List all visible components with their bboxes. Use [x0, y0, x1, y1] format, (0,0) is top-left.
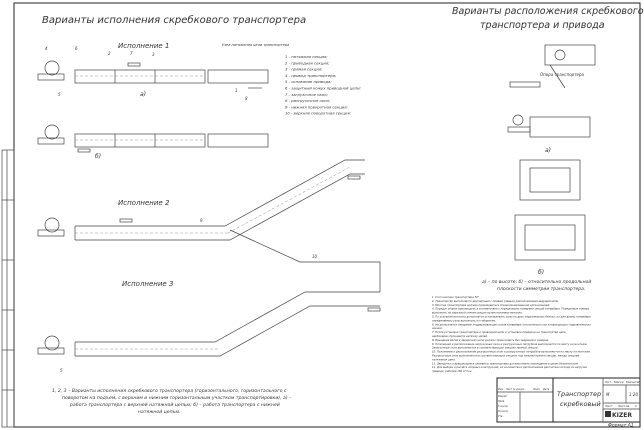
conveyor-variant-1b — [38, 125, 268, 152]
lit-value: М — [606, 392, 610, 397]
title-block-header: Изм. — [498, 388, 504, 391]
legend-item: 4 - привод транспортера; — [285, 72, 337, 78]
note-line: 11. Звездочки и вращающиеся элементы транспортера должны иметь ограждения в целях безопасности. — [432, 362, 580, 366]
note-line: привода, рабочей 150 кг/п.м. — [432, 370, 473, 374]
right-sublabel-a: а) — [545, 147, 552, 154]
company-logo-mark — [605, 411, 611, 417]
layout-variants-drawings — [508, 45, 595, 260]
right-caption-line2: плоскости симметрии транспортера. — [497, 287, 586, 292]
variant-1a-sublabel: а) — [140, 91, 147, 98]
conveyor-variant-3 — [38, 230, 380, 356]
format-label: Формат А1 — [608, 423, 634, 429]
callout-8: 8 — [245, 96, 248, 101]
right-title-line1: Варианты расположения скребкового — [452, 6, 644, 17]
bottom-caption-line: поворотом на подъем, с верхним и нижним горизонтальным участком транспортировки), а) – — [62, 396, 292, 401]
callout-9: 9 — [200, 218, 203, 223]
note-line: секций. — [432, 327, 443, 331]
legend-item: 2 - приводная секция; — [285, 60, 330, 66]
callout-5b: 5 — [60, 368, 63, 373]
note-line: 3. Монтаж транспортера должен производиться специализированной организацией. — [432, 303, 551, 307]
bottom-caption-line: натяжной цепью. — [138, 410, 181, 415]
mass-label: Масса — [614, 380, 624, 384]
conveyor-variant-1a — [38, 61, 268, 88]
sheets-label: Листов — [618, 404, 630, 408]
callout-4: 4 — [45, 46, 48, 51]
note-line: 1. Угол наклона транспортера 30° — [432, 296, 480, 299]
legend-item: 7 - загрузочное окно; — [285, 91, 328, 97]
right-title-line2: транспортера и привода — [480, 20, 605, 31]
legend-item: 6 - защитный кожух приводной цепи; — [285, 85, 361, 91]
note-line: 10. Положение и расположение разгрузочных окон и разгрузочных патрубков выполняются по месту на монтаже. — [432, 350, 591, 354]
callout-10: 10 — [312, 254, 318, 259]
part-numbers — [45, 46, 318, 373]
legend-item: 1 - натяжная секция; — [285, 54, 328, 59]
variant-2-label: Исполнение 2 — [118, 199, 170, 207]
support-label: Опора транспортера — [540, 72, 584, 77]
title-block-row-label: Н.контр. — [498, 410, 509, 413]
drawing-name-line2: скребковый — [560, 400, 601, 408]
sheet-label: Лист — [605, 404, 613, 408]
title-block-header: Дата — [543, 388, 550, 391]
note-line: 5. По условиям монтажа допускается устанавливать узлы на двух параллельных балках, но для длины конвейера — [432, 315, 591, 319]
bottom-caption-line: работа транспортера с верхней натяжной цепью; б) – работа транспортера с нижней — [70, 403, 280, 408]
lit-label: Лит. — [605, 380, 612, 384]
title-block-header: № докум. — [513, 388, 525, 391]
title-block-header: Лист — [506, 388, 513, 391]
title-block-header: Подп. — [533, 388, 541, 391]
legend-item: 9 - нижняя поворотная секция; — [285, 104, 348, 110]
callout-3: 3 — [152, 52, 155, 57]
title-block — [497, 378, 640, 422]
bottom-caption-line: 1, 2, 3 – Варианты исполнения скребкового транспортера (горизонтального, горизонтального с — [52, 389, 287, 394]
note-line: натяжения цепи. — [432, 358, 456, 362]
left-title: Варианты исполнения скребкового транспортера — [42, 15, 307, 26]
note-line: определяемую узлы выполнить по габаритам. — [432, 319, 496, 323]
legend-item: 8 - разгрузочное окно; — [285, 98, 331, 104]
title-block-row-label: Разраб. — [498, 395, 508, 398]
note-line: 4. Порядок сборки производить в соответствии с порядковыми номерами секций конвейера. Порядковые номера — [432, 307, 590, 311]
scale-value: 1:20 — [629, 392, 638, 397]
callout-7: 7 — [130, 51, 133, 56]
title-block-row-label: Т.контр. — [498, 405, 509, 408]
note-line: 9. Положения и расположение загрузочных окон и разгрузочных патрубков выполняются по месту на монтаже. — [432, 342, 588, 346]
parts-legend — [285, 54, 362, 116]
left-stamp-strip — [2, 150, 14, 427]
callout-2: 2 — [108, 51, 111, 56]
drawing-name-line1: Транспортер — [557, 390, 602, 398]
note-line: 12. Для выбора и расчёта опорных конструкций, их количества и расположения рассчитано исходя из нагрузки — [432, 366, 588, 370]
company-logo: KIZER — [612, 412, 632, 419]
scale-label: Масштаб — [626, 380, 641, 384]
conveyor-variant-2 — [38, 160, 365, 240]
note-line: 2. Транспортер выполняется двухцепным с правым (левым) расположением ведущей цепи. — [432, 299, 560, 303]
legend-item: 5 - основание привода; — [285, 79, 332, 85]
note-line: 7. После установки транспортера и приводной цепи и установки передачи на транспортер цепи — [432, 331, 566, 335]
legend-item: 10 - верхняя поворотная секция; — [285, 110, 352, 116]
legend-item: 3 - прямая секция; — [285, 66, 323, 72]
bottom-caption — [52, 388, 292, 415]
right-caption-line1: а) – по высоте; б) – относительно продольной — [482, 280, 592, 285]
callout-6: 6 — [75, 46, 78, 51]
sheets-value: 1 — [635, 404, 637, 408]
technical-notes — [432, 295, 591, 373]
tension-node-label: Узел натяжения цепи транспортера — [222, 43, 290, 47]
note-line: 8. Вращение валов в звездочках цепи должно происходить без заеданий и задиров. — [432, 338, 549, 342]
callout-5: 5 — [58, 92, 61, 97]
variant-3-label: Исполнение 3 — [122, 280, 174, 288]
note-line: выполнить на наружной стенке секции путем наплавки металла. — [432, 311, 523, 315]
variant-1-label: Исполнение 1 — [118, 42, 170, 50]
note-line: необходимо произвести натяжку цепей. — [432, 335, 488, 338]
note-line: 6. Не допускается смещение поддерживающих узлов конвейера относительно оси конфигурации гидравлических — [432, 323, 591, 327]
variant-1b-sublabel: б) — [95, 153, 102, 160]
note-line: Разгрузочные окна выполняются в соответствующих секциях под нижней прямой секции, между секцией — [432, 354, 580, 358]
note-line: Загрузочные окна выполняются в соответствующих секциях прямой секции. — [432, 346, 539, 350]
title-block-row-label: Утв. — [498, 415, 504, 418]
title-block-row-label: Пров. — [498, 400, 505, 403]
callout-1: 1 — [235, 88, 238, 93]
right-sublabel-b: б) — [538, 269, 545, 276]
